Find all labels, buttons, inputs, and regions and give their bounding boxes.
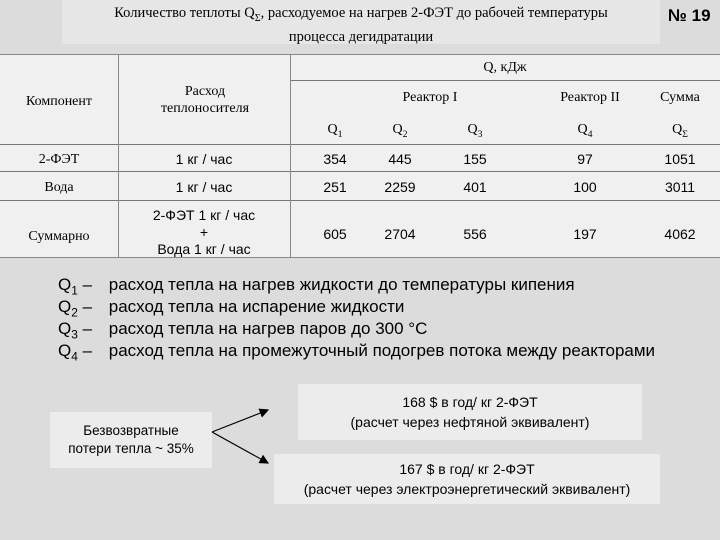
flow-line: + [199, 224, 209, 240]
header-qsum: $Q_\Sigma$ [672, 122, 688, 140]
row-component: Вода [44, 180, 74, 195]
row-value: 97 [577, 151, 593, 167]
header-q1: $Q_1$ [327, 122, 343, 140]
header-reactor-1: Реактор I [402, 90, 458, 105]
row-value: 155 [463, 151, 487, 167]
row-value: 4062 [664, 226, 696, 242]
divider [0, 144, 720, 145]
header-flow: Расход теплоносителя [160, 84, 250, 116]
slide-number: № 19 [668, 6, 711, 25]
row-value: 354 [323, 151, 347, 167]
row-value: 605 [323, 226, 347, 242]
divider [0, 171, 720, 172]
row-value: 100 [573, 179, 597, 195]
legend-item: $Q_1$ – расход тепла на нагрев жидкости до температуры кипения [58, 275, 575, 298]
flow-line: 2-ФЭТ 1 кг / час [152, 207, 256, 223]
electric-value: 167 $ в год/ кг 2-ФЭТ [399, 461, 535, 477]
arrow-to-electric [212, 432, 268, 463]
row-value: 3011 [664, 179, 696, 195]
heat-table [0, 54, 720, 258]
row-component: 2-ФЭТ [38, 152, 80, 167]
title-text-1b: , расходуемое на нагрев 2-ФЭТ до рабочей температуры [260, 5, 608, 21]
title-subscript: Σ [254, 12, 261, 24]
oil-value: 168 $ в год/ кг 2-ФЭТ [402, 394, 538, 410]
header-component: Компонент [25, 94, 93, 109]
header-sum: Сумма [660, 90, 700, 105]
row-value: 1051 [664, 151, 696, 167]
legend-item: $Q_4$ – расход тепла на промежуточный подогрев потока между реакторами [58, 341, 656, 364]
divider [290, 80, 720, 81]
row-value: 556 [463, 226, 487, 242]
row-flow: 1 кг / час [175, 151, 233, 167]
row-value: 445 [388, 151, 412, 167]
oil-equivalent-box [298, 384, 642, 440]
q-unit-header: Q, кДж [483, 60, 527, 75]
losses-line: Безвозвратные [83, 423, 179, 438]
row-component: Суммарно [28, 229, 90, 244]
electric-equivalent-box [274, 454, 660, 504]
header-q3: $Q_3$ [467, 122, 483, 140]
oil-note: (расчет через нефтяной эквивалент) [350, 414, 590, 430]
row-value: 197 [573, 226, 597, 242]
electric-note: (расчет через электроэнергетический эквивалент) [303, 481, 631, 497]
row-value: 251 [323, 179, 347, 195]
title-text-2: процесса дегидратации [288, 28, 434, 45]
losses-box [50, 412, 212, 468]
row-value: 2704 [384, 226, 416, 242]
arrow-to-oil [212, 410, 268, 432]
row-value: 401 [463, 179, 487, 195]
divider [0, 200, 720, 201]
title-text-1: Количество теплоты Q [114, 5, 255, 21]
header-reactor-2: Реактор II [560, 90, 620, 105]
header-q4: $Q_4$ [577, 122, 593, 140]
slide-title [62, 4, 660, 46]
row-flow: 1 кг / час [175, 179, 233, 195]
row-flow-multiline [118, 207, 290, 258]
header-q2: $Q_2$ [392, 122, 408, 140]
flow-line: Вода 1 кг / час [157, 241, 251, 257]
legend-item: $Q_2$ – расход тепла на испарение жидкости [58, 297, 405, 320]
row-value: 2259 [384, 179, 416, 195]
divider [290, 55, 291, 257]
losses-line: потери тепла ~ 35% [68, 441, 194, 456]
legend-item: $Q_3$ – расход тепла на нагрев паров до 300 °С [58, 319, 428, 342]
